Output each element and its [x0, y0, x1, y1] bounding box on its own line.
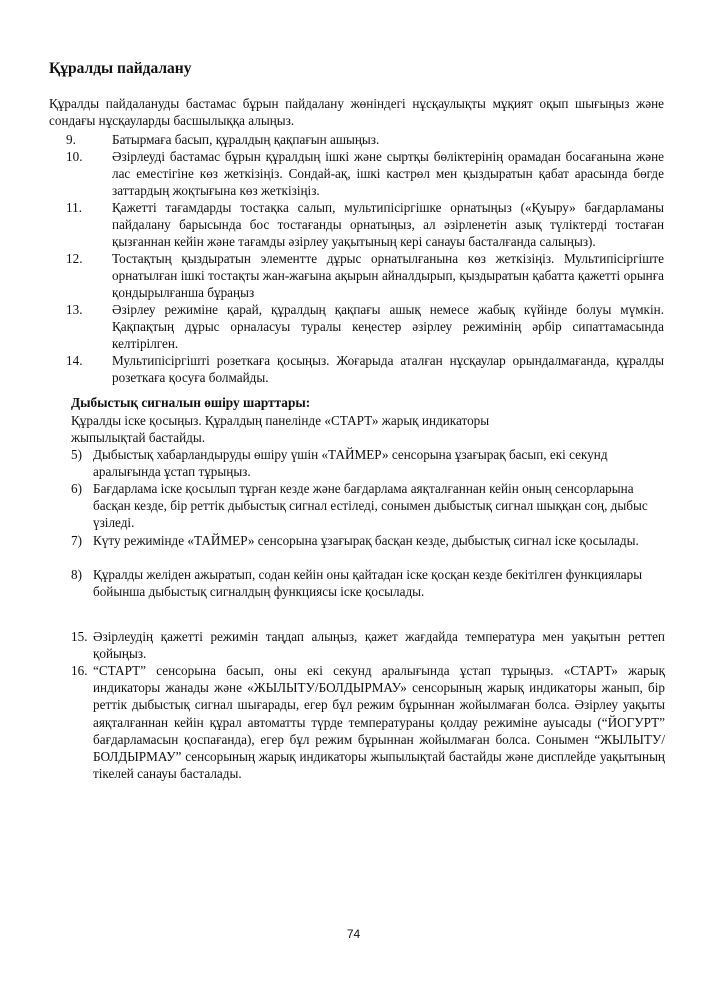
list-item-text: “СТАРТ” сенсорына басып, оны екі секунд аралығында ұстап тұрыңыз. «СТАРТ» жарық индикаторы жанады және «ЖЫЛЫТУ/БОЛДЫРМАУ» сенсорының жарық индикаторы жанып, бір реттік дыбыстық сигнал шығарады, егер бұл режим бұрыннан жойылмаған болса. Әзірлеу уақыты аяқталғаннан кейін құрал автоматты түрде температураны қолдау режиміне ауысады (“ЙОГУРТ” бағдарламасын қоспағанда), егер бұл режим бұрыннан жойылмаған болса. Сонымен “ЖЫЛЫТУ/БОЛДЫРМАУ” сенсорының жарық индикаторы жыпылықтай бастайды және дисплейде уақытының тікелей санауы басталады.: [93, 663, 665, 782]
intro-paragraph: Құралды пайдалануды бастамас бұрын пайдалану жөніндегі нұсқаулықты мұқият оқып шығыңыз және сондағы нұсқауларды басшылыққа алыңыз.: [49, 96, 664, 128]
list-item-number: 6): [71, 481, 82, 496]
list-item-text: Тостақтың қыздыратын элементте дұрыс орнатылғанына көз жеткізіңіз. Мультипісіргіште орнатылған ішкі тостақты жан-жағына ақырын айналдырып, қыздыратын қабатта қажетті орынға қондырылғанша бұраңыз: [112, 251, 664, 301]
list-item: [71, 662, 665, 782]
list-item-number: 7): [71, 533, 82, 548]
section-heading: Дыбыстық сигналын өшіру шарттары:: [71, 395, 311, 410]
list-item: [66, 148, 664, 200]
list-item: [71, 628, 665, 662]
list-item-text: Әзірлеу режиміне қарай, құралдың қақпағы ашық немесе жабық күйінде болуы мүмкін. Қақпақтың дұрыс орналасуы туралы кеңестер әзірлеу режимінің әрбір сипаттамасында келтірілген.: [112, 302, 664, 352]
list-item: [71, 446, 657, 480]
list-item-number: 13.: [66, 302, 83, 317]
page-title: Құралды пайдалану: [49, 60, 192, 77]
list-item: [66, 131, 664, 148]
list-item: [66, 199, 664, 251]
list-item-number: 11.: [66, 200, 82, 215]
list-item: [71, 480, 657, 532]
list-item-number: 12.: [66, 251, 83, 266]
list-item-text: Мультипісіргішті розеткаға қосыңыз. Жоғарыда аталған нұсқаулар орындалмағанда, құралды розеткаға қосуға болмайды.: [112, 353, 664, 386]
list-item-text: Қажетті тағамдарды тостақка салып, мультипісіргішке орнатыңыз («Қуыру» бағдарламаны пайдалану барысында бос тостағанды орнатыңыз, ал әзірленетін азық түліктерді тостаған қызғаннан кейін және тағамды әзірлеу уақытының кері санауы басталғанда салыңыз).: [112, 200, 664, 250]
list-item-text: Күту режимінде «ТАЙМЕР» сенсорына ұзағырақ басқан кезде, дыбыстық сигнал іске қосылады.: [93, 533, 639, 548]
list-item: [66, 301, 664, 353]
list-item: [71, 566, 657, 600]
list-item-text: Әзірлеудің қажетті режимін таңдап алыңыз, қажет жағдайда температура мен уақытын реттеп қойыңыз.: [93, 629, 665, 662]
list-item-number: 8): [71, 567, 82, 582]
page-number: 74: [346, 927, 361, 941]
list-item-number: 16.: [71, 663, 88, 678]
list-item-text: Дыбыстық хабарландыруды өшіру үшін «ТАЙМЕР» сенсорына ұзағырақ басып, екі секунд аралығында ұстап тұрыңыз.: [93, 447, 608, 480]
list-item-text: Құралды желіден ажыратып, содан кейін оны қайтадан іске қосқан кезде бекітілген функциялары бойынша дыбыстық сигналдың функциясы іске қосылады.: [93, 567, 643, 600]
section-intro-line: жыпылықтай бастайды.: [71, 430, 205, 445]
list-item: [66, 352, 664, 386]
list-item-text: Бағдарлама іске қосылып тұрған кезде және бағдарлама аяқталғаннан кейін оның сенсорларына басқан кезде, бір реттік дыбыстық сигнал естіледі, сонымен дыбыстық сигнал шыққан соң, дыбыс үзіледі.: [93, 481, 648, 531]
list-item-text: Әзірлеуді бастамас бұрын құралдың ішкі және сыртқы бөліктерінің орамадан босағанына және лас еместігіне көз жеткізіңіз. Сондай-ақ, ішкі кастрөл мен қыздыратын қабат арасында бөгде заттардың жоқтығына көз жеткізіңіз.: [112, 149, 664, 199]
list-item-number: 14.: [66, 353, 83, 368]
list-item-number: 5): [71, 447, 82, 462]
list-item-number: 9.: [66, 132, 76, 147]
list-item-number: 15.: [71, 629, 88, 644]
section-intro-line: Құралды іске қосыңыз. Құралдың панелінде «СТАРТ» жарық индикаторы: [71, 413, 490, 428]
list-item: [66, 250, 664, 302]
list-item-number: 10.: [66, 149, 83, 164]
list-item: [71, 532, 657, 549]
list-item-text: Батырмаға басып, құралдың қақпағын ашыңыз.: [112, 132, 380, 147]
